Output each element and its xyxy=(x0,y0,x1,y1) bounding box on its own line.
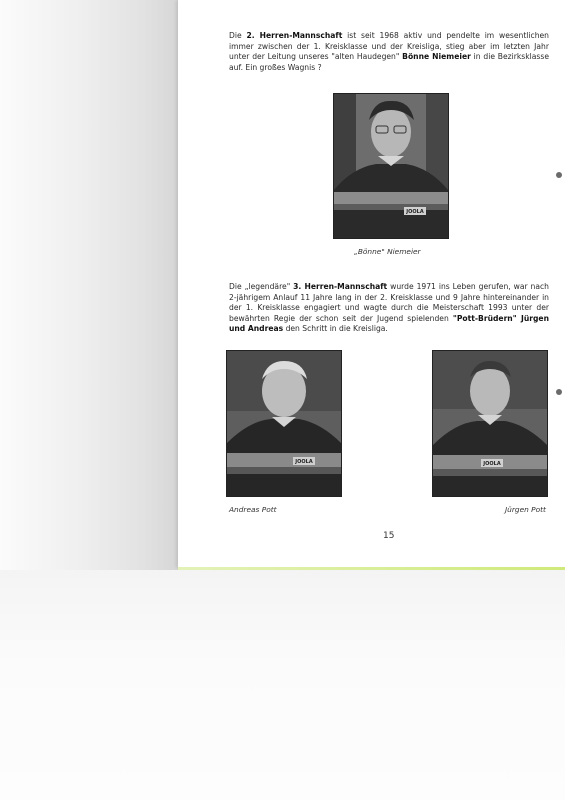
photo-andreas-pott xyxy=(226,350,342,497)
jersey-logo: JOOLA xyxy=(406,209,424,215)
photo-juergen-pott xyxy=(432,350,548,497)
bold-person-names: "Pott-Brüdern" Jürgen und Andreas xyxy=(229,313,549,334)
text-run: wurde 1971 ins Leben gerufen, war nach 2-jährigem Anlauf 11 Jahre lang in der 2. Kreisklasse und 9 Jahre hintereinander in der 1. Kreisklasse engagiert und wagte durch die Meisterschaft 1993 unter der bewährten Regie der schon seit der Jugend spielenden xyxy=(229,282,549,323)
paragraph-third-team xyxy=(229,282,549,335)
bold-person-name: Bönne Niemeier xyxy=(402,52,471,62)
caption-andreas-pott: Andreas Pott xyxy=(229,505,277,514)
text-run: Die „legendäre" xyxy=(229,282,294,291)
text-run: den Schritt in die Kreisliga. xyxy=(283,324,388,334)
text-run: ist seit 1968 aktiv und pendelte im wesentlichen immer zwischen der 1. Kreisklasse und der Kreisliga, stieg aber im letzten Jahr unter der Leitung unseres "alten Haudegen" xyxy=(229,31,549,62)
binder-hole xyxy=(556,172,562,178)
page-number: 15 xyxy=(383,531,395,541)
binder-hole xyxy=(556,389,562,395)
photo-niemeier xyxy=(333,93,449,239)
scan-background-lower xyxy=(0,570,565,800)
text-run: in die Bezirksklasse auf. Ein großes Wagnis ? xyxy=(229,52,550,72)
jersey-logo: JOOLA xyxy=(295,459,313,465)
caption-niemeier: „Bönne" Niemeier xyxy=(354,247,421,256)
bold-team-name: 2. Herren-Mannschaft xyxy=(246,31,343,40)
text-run: Die xyxy=(229,31,247,40)
page-bottom-edge xyxy=(178,567,565,570)
caption-juergen-pott: Jürgen Pott xyxy=(505,505,546,514)
paragraph-second-team xyxy=(229,31,549,73)
bold-team-name: 3. Herren-Mannschaft xyxy=(293,282,388,291)
jersey-logo: JOOLA xyxy=(483,461,501,467)
